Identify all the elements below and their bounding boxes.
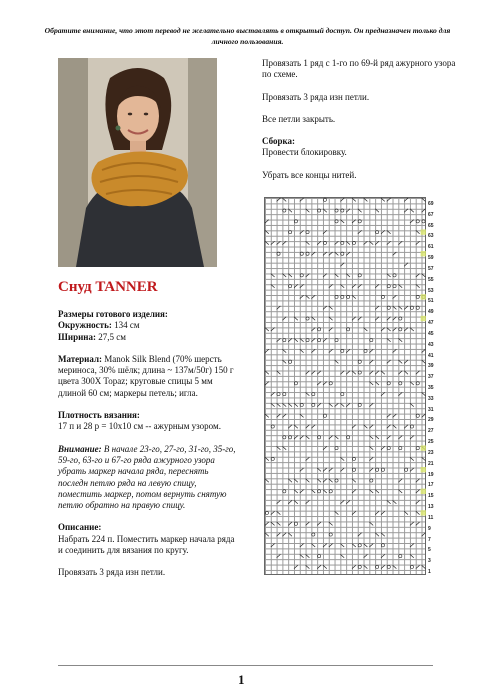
chart-row-number: 67 (428, 211, 434, 218)
chart-row-number: 1 (428, 569, 431, 575)
chart-row-number: 11 (428, 514, 434, 521)
instruction-bind-off: Все петли закрыть. (262, 113, 336, 124)
circumference-line (58, 320, 240, 331)
chart-row-number: 21 (428, 460, 434, 467)
description-rows: Провязать 3 ряда изн петли. (58, 567, 166, 578)
right-column (262, 58, 462, 181)
chart-row-number: 59 (428, 255, 434, 262)
assembly-text: Провести блокировку. (262, 147, 347, 158)
chart-row-numbers (428, 197, 448, 575)
chart-row-number: 39 (428, 363, 434, 370)
circumference-value: 134 см (114, 320, 140, 331)
material-text: Manok Silk Blend (70% шерсть мериноса, 30% шёлк; длина ~ 137м/50г) 150 г цвета 300X Topaz; круговые спицы 5 мм длиной 60 см; маркеры петель; игла. (58, 353, 234, 398)
gauge-text: 17 п и 28 р = 10х10 см -- ажурным узором. (58, 421, 221, 432)
chart-row-number: 7 (428, 536, 431, 543)
chart-row-number: 31 (428, 406, 434, 413)
chart-row-number: 41 (428, 352, 434, 359)
chart-row-number: 37 (428, 374, 434, 381)
chart-row-number: 45 (428, 330, 434, 337)
chart-row-number: 65 (428, 222, 434, 229)
assembly-heading: Сборка: (262, 136, 296, 147)
chart-row-number: 53 (428, 287, 434, 294)
description-heading: Описание: (58, 522, 102, 533)
chart-row-number: 5 (428, 547, 431, 554)
gauge-heading: Плотность вязания: (58, 410, 140, 421)
chart-row-number: 33 (428, 395, 434, 402)
chart-row-number: 55 (428, 276, 434, 283)
attention-paragraph (58, 444, 240, 512)
left-column (58, 309, 240, 579)
page-number: 1 (238, 672, 245, 687)
lace-chart (264, 197, 426, 575)
chart-row-number: 13 (428, 504, 434, 511)
chart-row-number: 19 (428, 471, 434, 478)
sizes-heading: Размеры готового изделия: (58, 309, 168, 319)
chart-row-number: 57 (428, 265, 434, 272)
chart-row-number: 17 (428, 482, 434, 489)
footer-rule (58, 665, 433, 666)
instruction-rows-1-69: Провязать 1 ряд с 1-го по 69-й ряд ажурного узора по схеме. (262, 58, 456, 80)
material-label: Материал: (58, 353, 102, 364)
chart-row-number: 29 (428, 417, 434, 424)
chart-row-number: 35 (428, 385, 434, 391)
chart-row-number: 23 (428, 449, 434, 456)
chart-row-number: 61 (428, 244, 434, 251)
chart-row-number: 69 (428, 201, 434, 207)
instruction-purl-rows: Провязать 3 ряда изн петли. (262, 91, 370, 102)
chart-row-number: 9 (428, 525, 431, 532)
attention-label: Внимание: (58, 443, 102, 454)
chart-row-number: 63 (428, 233, 434, 240)
lace-chart-symbols (264, 197, 426, 575)
width-line (58, 332, 240, 343)
width-value: 27,5 см (98, 331, 126, 342)
chart-row-number: 27 (428, 428, 434, 435)
chart-row-number: 47 (428, 320, 434, 327)
pattern-title: Снуд TANNER (58, 279, 158, 295)
chart-row-number: 25 (428, 439, 434, 446)
circumference-label: Окружность: (58, 320, 112, 331)
chart-row-number: 49 (428, 309, 434, 316)
attention-text: В начале 23-го, 27-го, 31-го, 35-го, 59-го, 63-го и 67-го ряда ажурного узора убрать маркер начала ряда, переснять последн петлю ряда на левую спицу, поместить маркер, потом вернуть снятую петлю обратно на правую спицу. (58, 443, 236, 511)
width-label: Ширина: (58, 331, 96, 342)
chart-row-number: 3 (428, 558, 431, 565)
material-paragraph (58, 354, 240, 399)
model-illustration (58, 58, 217, 267)
chart-row-number: 51 (428, 298, 434, 305)
copyright-notice: Обратите внимание, что этот перевод не желательно выставлять в открытый доступ. Он предназначен только для личного пользования. (44, 26, 451, 46)
description-text: Набрать 224 п. Поместить маркер начала ряда и соединить для вязания по кругу. (58, 533, 235, 556)
chart-row-number: 15 (428, 493, 434, 500)
chart-row-number: 43 (428, 341, 434, 348)
finish-text: Убрать все концы нитей. (262, 169, 357, 180)
model-photo (58, 58, 217, 267)
